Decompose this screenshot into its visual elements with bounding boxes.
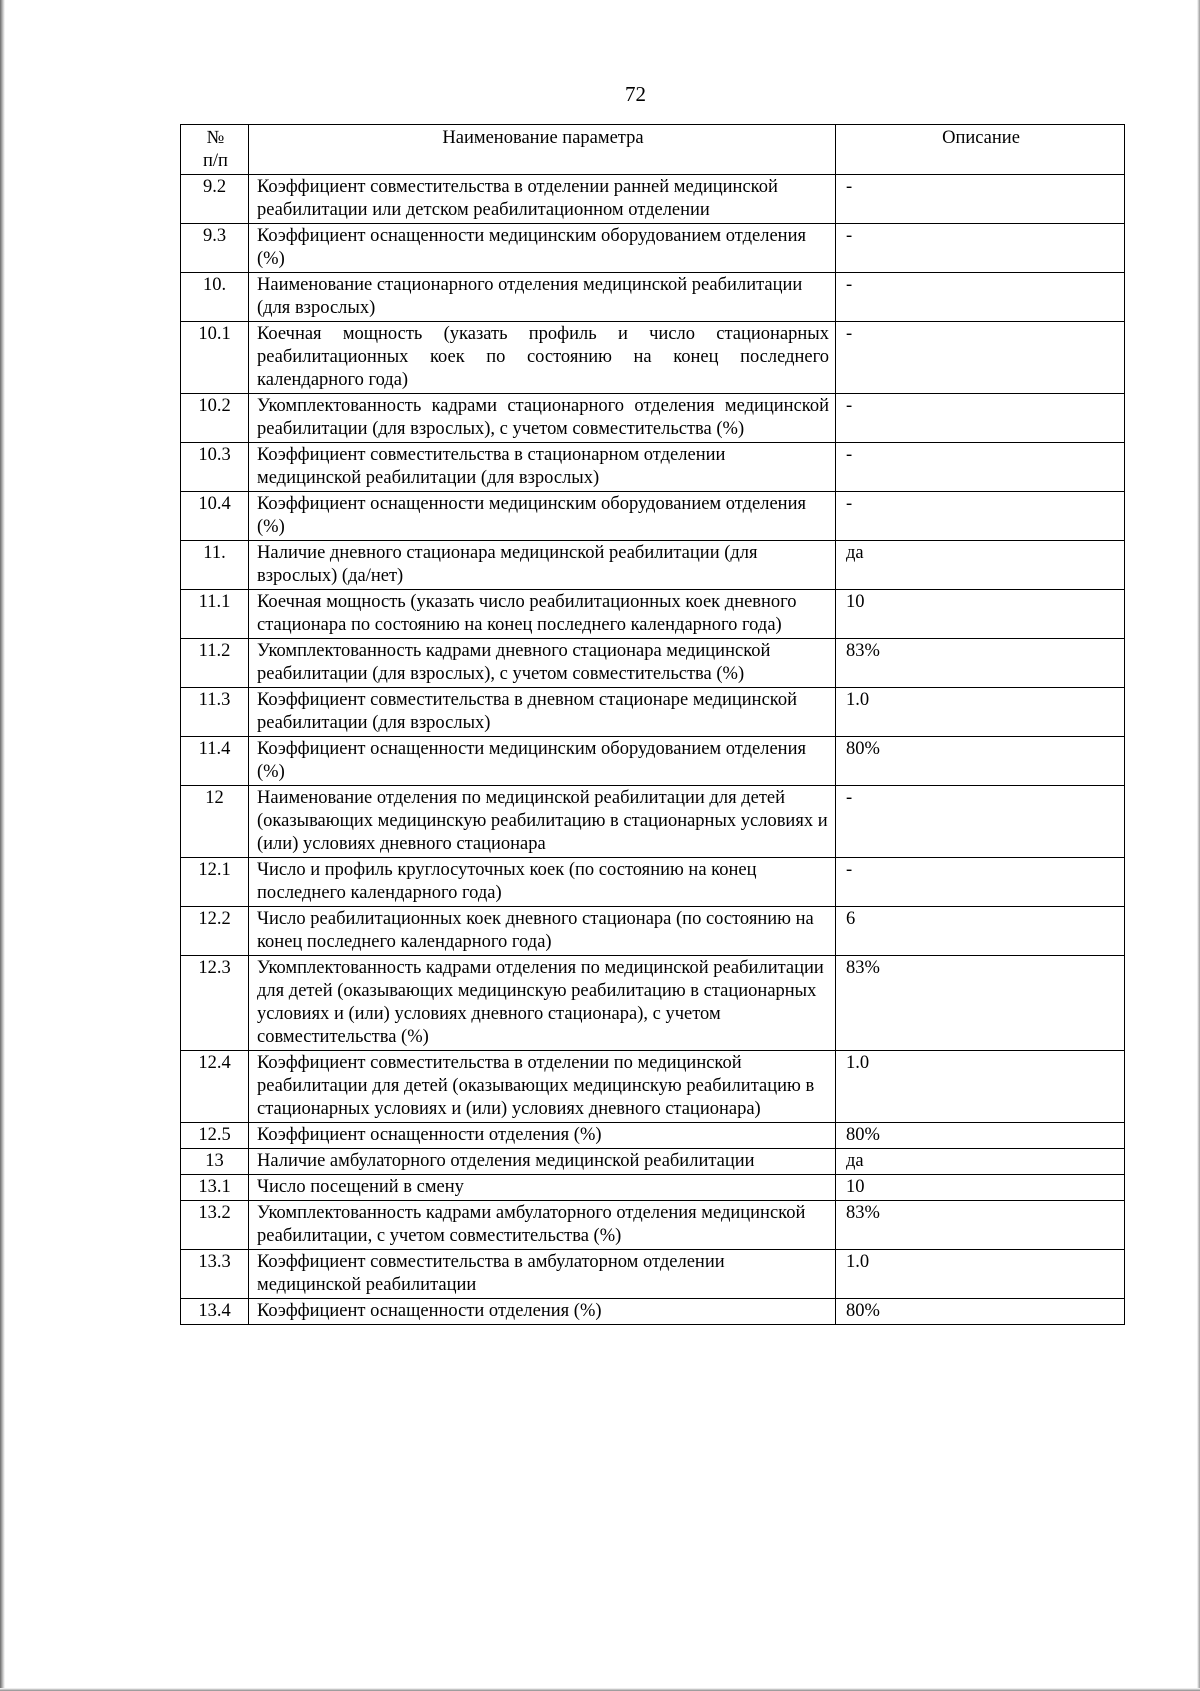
- row-description: -: [836, 786, 1125, 858]
- table-row: [181, 1201, 1125, 1250]
- row-parameter-name: Коечная мощность (указать число реабилитационных коек дневного стационара по состоянию на конец последнего календарного года): [249, 590, 836, 639]
- table-row: [181, 858, 1125, 907]
- row-parameter-name: Коэффициент оснащенности отделения (%): [249, 1123, 836, 1149]
- row-number: 13.4: [181, 1299, 249, 1325]
- row-description: 80%: [836, 1299, 1125, 1325]
- row-parameter-name: Коэффициент совместительства в амбулаторном отделении медицинской реабилитации: [249, 1250, 836, 1299]
- row-number: 11.2: [181, 639, 249, 688]
- row-description: -: [836, 443, 1125, 492]
- header-parameter-name: Наименование параметра: [249, 125, 836, 175]
- row-description: -: [836, 175, 1125, 224]
- table-header-row: [181, 125, 1125, 175]
- table-row: [181, 688, 1125, 737]
- row-description: 83%: [836, 956, 1125, 1051]
- scan-edge-left: [0, 0, 5, 1691]
- row-parameter-name: Коэффициент совместительства в стационарном отделении медицинской реабилитации (для взрослых): [249, 443, 836, 492]
- header-number-symbol: №: [206, 128, 225, 148]
- row-parameter-name: Укомплектованность кадрами амбулаторного отделения медицинской реабилитации, с учетом совместительства (%): [249, 1201, 836, 1250]
- table-row: [181, 175, 1125, 224]
- row-number: 13.2: [181, 1201, 249, 1250]
- parameters-table: [180, 124, 1125, 1325]
- row-number: 13.3: [181, 1250, 249, 1299]
- table-row: [181, 322, 1125, 394]
- row-number: 12: [181, 786, 249, 858]
- row-number: 12.3: [181, 956, 249, 1051]
- table-row: [181, 224, 1125, 273]
- row-number: 9.3: [181, 224, 249, 273]
- row-parameter-name: Укомплектованность кадрами дневного стационара медицинской реабилитации (для взрослых), с учетом совместительства (%): [249, 639, 836, 688]
- table-row: [181, 907, 1125, 956]
- row-number: 12.1: [181, 858, 249, 907]
- row-description: 1.0: [836, 1051, 1125, 1123]
- row-description: да: [836, 1149, 1125, 1175]
- row-number: 10.2: [181, 394, 249, 443]
- row-number: 10.3: [181, 443, 249, 492]
- table-row: [181, 394, 1125, 443]
- table-row: [181, 1051, 1125, 1123]
- table-row: [181, 737, 1125, 786]
- row-number: 10.4: [181, 492, 249, 541]
- table-row: [181, 492, 1125, 541]
- row-parameter-name: Коэффициент оснащенности медицинским оборудованием отделения (%): [249, 737, 836, 786]
- row-parameter-name: Наличие амбулаторного отделения медицинской реабилитации: [249, 1149, 836, 1175]
- page-number: 72: [625, 82, 646, 106]
- row-number: 10.1: [181, 322, 249, 394]
- table-row: [181, 541, 1125, 590]
- row-parameter-name: Число посещений в смену: [249, 1175, 836, 1201]
- header-number-abbrev: п/п: [203, 151, 228, 171]
- table-row: [181, 956, 1125, 1051]
- row-number: 12.5: [181, 1123, 249, 1149]
- row-parameter-name: Наименование стационарного отделения медицинской реабилитации (для взрослых): [249, 273, 836, 322]
- row-number: 11.1: [181, 590, 249, 639]
- row-description: 10: [836, 590, 1125, 639]
- row-number: 13.1: [181, 1175, 249, 1201]
- row-description: 83%: [836, 1201, 1125, 1250]
- row-description: 80%: [836, 737, 1125, 786]
- table-row: [181, 1250, 1125, 1299]
- table-row: [181, 1123, 1125, 1149]
- row-parameter-name: Коэффициент оснащенности медицинским оборудованием отделения (%): [249, 492, 836, 541]
- header-number: [181, 125, 249, 175]
- row-number: 12.4: [181, 1051, 249, 1123]
- row-description: 10: [836, 1175, 1125, 1201]
- row-parameter-name: Укомплектованность кадрами стационарного отделения медицинской реабилитации (для взрослых), с учетом совместительства (%): [249, 394, 836, 443]
- row-number: 11.3: [181, 688, 249, 737]
- row-parameter-name: Коэффициент оснащенности медицинским оборудованием отделения (%): [249, 224, 836, 273]
- row-parameter-name: Коэффициент совместительства в дневном стационаре медицинской реабилитации (для взрослых): [249, 688, 836, 737]
- row-parameter-name: Укомплектованность кадрами отделения по медицинской реабилитации для детей (оказывающих медицинскую реабилитацию в стационарных условиях и (или) условиях дневного стационара), с учетом совместительства (%): [249, 956, 836, 1051]
- row-number: 11.: [181, 541, 249, 590]
- row-number: 10.: [181, 273, 249, 322]
- row-description: -: [836, 322, 1125, 394]
- row-parameter-name: Коэффициент совместительства в отделении ранней медицинской реабилитации или детском реабилитационном отделении: [249, 175, 836, 224]
- row-parameter-name: Наименование отделения по медицинской реабилитации для детей (оказывающих медицинскую реабилитацию в стационарных условиях и (или) условиях дневного стационара: [249, 786, 836, 858]
- row-number: 11.4: [181, 737, 249, 786]
- table-row: [181, 273, 1125, 322]
- row-description: 83%: [836, 639, 1125, 688]
- row-parameter-name: Число и профиль круглосуточных коек (по состоянию на конец последнего календарного года): [249, 858, 836, 907]
- table-row: [181, 1299, 1125, 1325]
- row-description: -: [836, 492, 1125, 541]
- row-description: 1.0: [836, 1250, 1125, 1299]
- row-description: 80%: [836, 1123, 1125, 1149]
- row-number: 13: [181, 1149, 249, 1175]
- table-row: [181, 1149, 1125, 1175]
- row-description: -: [836, 273, 1125, 322]
- row-parameter-name: Коэффициент совместительства в отделении по медицинской реабилитации для детей (оказывающих медицинскую реабилитацию в стационарных условиях и (или) условиях дневного стационара): [249, 1051, 836, 1123]
- row-number: 12.2: [181, 907, 249, 956]
- table-row: [181, 443, 1125, 492]
- row-description: 6: [836, 907, 1125, 956]
- table-row: [181, 639, 1125, 688]
- header-description: Описание: [836, 125, 1125, 175]
- row-number: 9.2: [181, 175, 249, 224]
- row-parameter-name: Коечная мощность (указать профиль и число стационарных реабилитационных коек по состоянию на конец последнего календарного года): [249, 322, 836, 394]
- row-description: -: [836, 858, 1125, 907]
- row-description: -: [836, 224, 1125, 273]
- table-row: [181, 786, 1125, 858]
- row-parameter-name: Коэффициент оснащенности отделения (%): [249, 1299, 836, 1325]
- row-description: да: [836, 541, 1125, 590]
- row-parameter-name: Число реабилитационных коек дневного стационара (по состоянию на конец последнего календарного года): [249, 907, 836, 956]
- table-row: [181, 1175, 1125, 1201]
- row-description: -: [836, 394, 1125, 443]
- row-description: 1.0: [836, 688, 1125, 737]
- row-parameter-name: Наличие дневного стационара медицинской реабилитации (для взрослых) (да/нет): [249, 541, 836, 590]
- table-row: [181, 590, 1125, 639]
